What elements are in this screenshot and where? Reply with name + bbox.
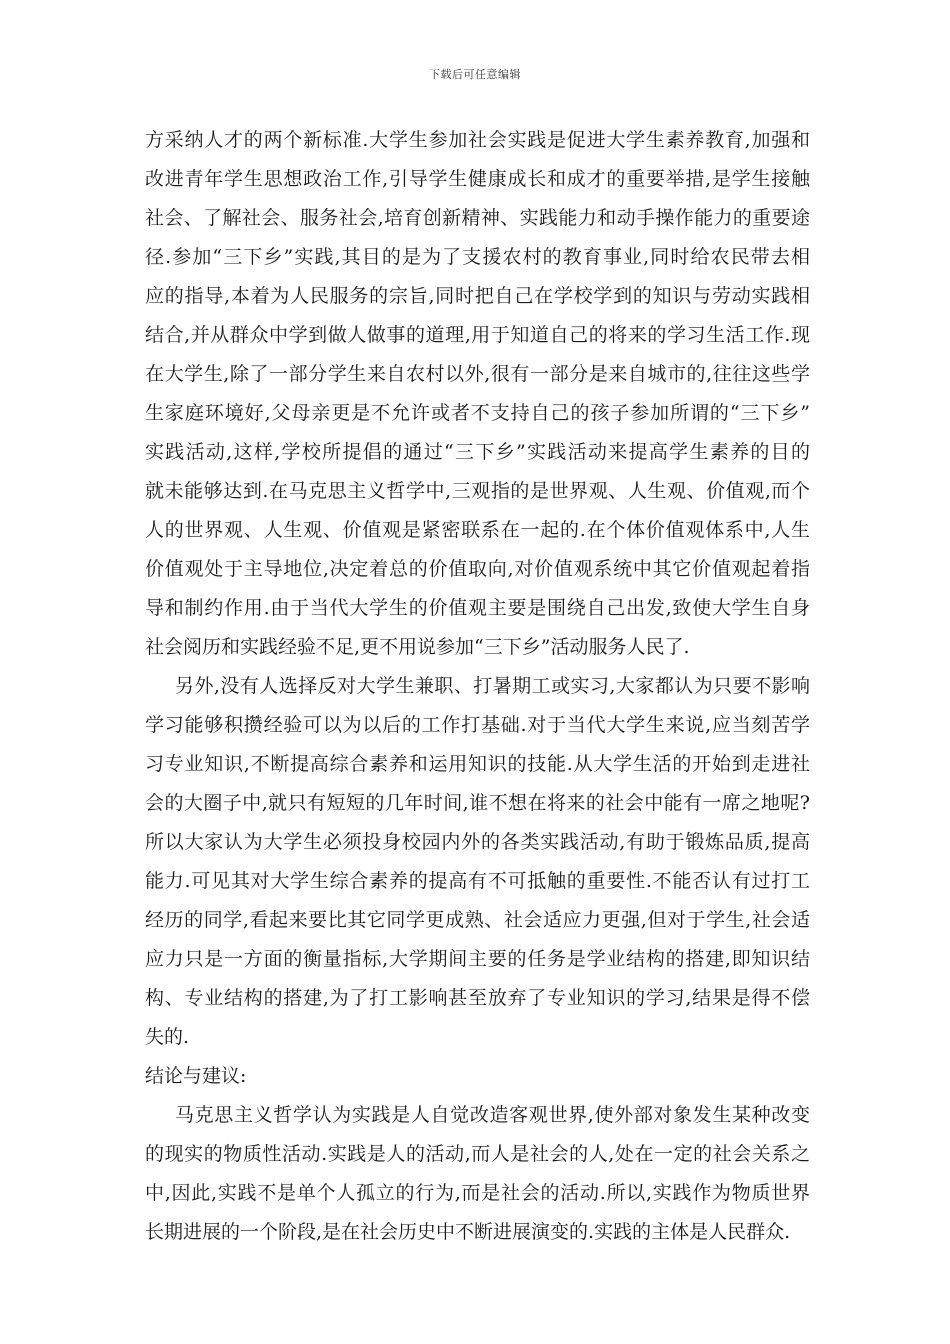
- text-line: 径.参加“三下乡”实践,其目的是为了支援农村的教育事业,同时给农民带去相: [145, 246, 810, 268]
- text-line: 经历的同学,看起来要比其它同学更成熟、社会适应力更强,但对于学生,社会适: [145, 909, 810, 931]
- text-line: 的现实的物质性活动.实践是人的活动,而人是社会的人,处在一定的社会关系之: [145, 1143, 810, 1165]
- paragraph: [145, 121, 810, 667]
- text-line: 改进青年学生思想政治工作,引导学生健康成长和成才的重要举措,是学生接触: [145, 168, 810, 190]
- text-line: 中,因此,实践不是单个人孤立的行为,而是社会的活动.所以,实践作为物质世界: [145, 1182, 810, 1204]
- text-line: 导和制约作用.由于当代大学生的价值观主要是围绕自己出发,致使大学生自身: [145, 597, 810, 619]
- text-line: 在大学生,除了一部分学生来自农村以外,很有一部分是来自城市的,往往这些学: [145, 363, 810, 385]
- text-line: 另外,没有人选择反对大学生兼职、打暑期工或实习,大家都认为只要不影响: [175, 675, 810, 697]
- document-body: [145, 121, 810, 1252]
- text-line: 方采纳人才的两个新标准.大学生参加社会实践是促进大学生素养教育,加强和: [145, 129, 810, 151]
- conclusion-heading: 结论与建议:: [145, 1065, 247, 1087]
- text-line: 社会、了解社会、服务社会,培育创新精神、实践能力和动手操作能力的重要途: [145, 207, 810, 229]
- text-line: 所以大家认为大学生必须投身校园内外的各类实践活动,有助于锻炼品质,提高: [145, 831, 810, 853]
- text-line: 就未能够达到.在马克思主义哲学中,三观指的是世界观、人生观、价值观,而个: [145, 480, 810, 502]
- section-heading: [145, 1057, 810, 1096]
- text-line: 长期进展的一个阶段,是在社会历史中不断进展演变的.实践的主体是人民群众.: [145, 1221, 791, 1243]
- text-line: 应力只是一方面的衡量指标,大学期间主要的任务是学业结构的搭建,即知识结: [145, 948, 810, 970]
- text-line: 能力.可见其对大学生综合素养的提高有不可抵触的重要性.不能否认有过打工: [145, 870, 810, 892]
- text-line: 结合,并从群众中学到做人做事的道理,用于知道自己的将来的学习生活工作.现: [145, 324, 810, 346]
- text-line: 习专业知识,不断提高综合素养和运用知识的技能.从大学生活的开始到走进社: [145, 753, 810, 775]
- text-line: 人的世界观、人生观、价值观是紧密联系在一起的.在个体价值观体系中,人生: [145, 519, 810, 541]
- text-line: 会的大圈子中,就只有短短的几年时间,谁不想在将来的社会中能有一席之地呢?: [145, 792, 810, 814]
- text-line: 价值观处于主导地位,决定着总的价值取向,对价值观系统中其它价值观起着指: [145, 558, 810, 580]
- text-line: 应的指导,本着为人民服务的宗旨,同时把自己在学校学到的知识与劳动实践相: [145, 285, 810, 307]
- text-line: 社会阅历和实践经验不足,更不用说参加“三下乡”活动服务人民了.: [145, 636, 690, 658]
- text-line: 实践活动,这样,学校所提倡的通过“三下乡”实践活动来提高学生素养的目的: [145, 441, 810, 463]
- text-line: 构、专业结构的搭建,为了打工影响甚至放弃了专业知识的学习,结果是得不偿: [145, 987, 810, 1009]
- paragraph: [145, 1096, 810, 1252]
- text-line: 学习能够积攒经验可以为以后的工作打基础.对于当代大学生来说,应当刻苦学: [145, 714, 810, 736]
- paragraph: [145, 667, 810, 1057]
- text-line: 失的.: [145, 1026, 190, 1048]
- download-editable-note: 下载后可任意编辑: [429, 68, 521, 81]
- text-line: 生家庭环境好,父母亲更是不允许或者不支持自己的孩子参加所谓的“三下乡”: [145, 402, 810, 424]
- text-line: 马克思主义哲学认为实践是人自觉改造客观世界,使外部对象发生某种改变: [175, 1104, 810, 1126]
